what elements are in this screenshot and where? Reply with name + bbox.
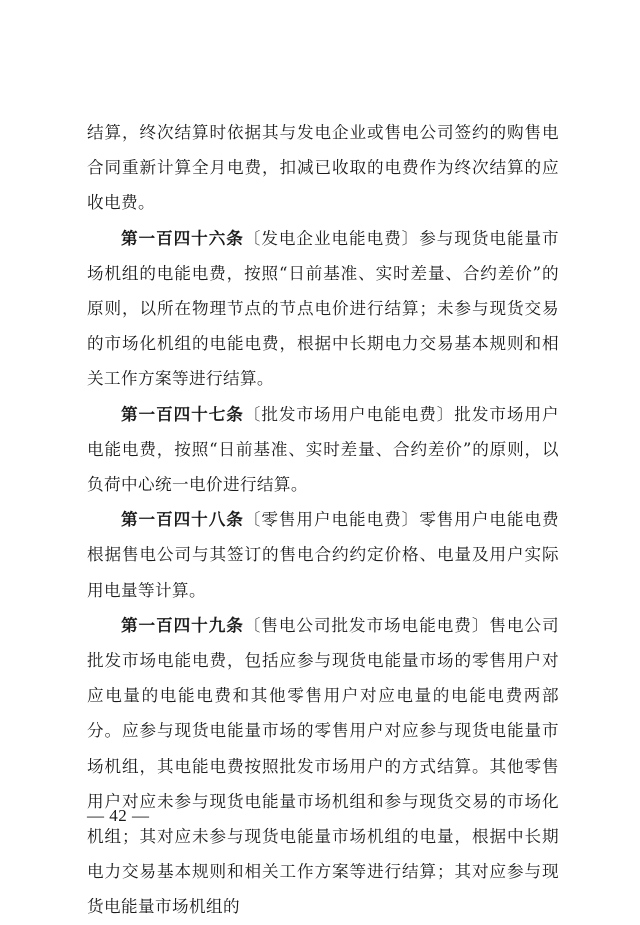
paragraph-text: 结算，终次结算时依据其与发电企业或售电公司签约的购售电合同重新计算全月电费，扣减已收取的电费作为终次结算的应收电费。	[87, 123, 559, 213]
article-text: 〔批发市场用户电能电费〕批发市场用户电能电费，按照“日前基准、实时差量、合约差价”的原则，以负荷中心统一电价进行结算。	[87, 404, 559, 495]
article-146	[87, 221, 559, 397]
body-text	[87, 115, 559, 925]
article-heading: 第一百四十八条	[121, 509, 244, 530]
article-heading: 第一百四十九条	[121, 614, 244, 635]
article-heading: 第一百四十六条	[121, 227, 244, 248]
article-149	[87, 608, 559, 925]
article-text: 〔零售用户电能电费〕零售用户电能电费根据售电公司与其签订的售电合约约定价格、电量及用户实际用电量等计算。	[87, 510, 559, 600]
page-number: — 42 —	[87, 806, 150, 825]
article-text: 〔发电企业电能电费〕参与现货电能量市场机组的电能电费，按照“日前基准、实时差量、合约差价”的原则，以所在物理节点的节点电价进行结算；未参与现货交易的市场化机组的电能电费，根据中长期电力交易基本规则和相关工作方案等进行结算。	[87, 228, 559, 389]
article-text: 〔售电公司批发市场电能电费〕售电公司批发市场电能电费，包括应参与现货电能量市场的零售用户对应电量的电能电费和其他零售用户对应电量的电能电费两部分。应参与现货电能量市场的零售用户对应参与现货电能量市场机组，其电能电费按照批发市场用户的方式结算。其他零售用户对应未参与现货电能量市场机组和参与现货交易的市场化机组；其对应未参与现货电能量市场机组的电量，根据中长期电力交易基本规则和相关工作方案等进行结算；其对应参与现货电能量市场机组的	[87, 615, 559, 917]
article-heading: 第一百四十七条	[121, 403, 244, 424]
article-147	[87, 397, 559, 503]
paragraph-continuation	[87, 115, 559, 221]
article-148	[87, 502, 559, 608]
